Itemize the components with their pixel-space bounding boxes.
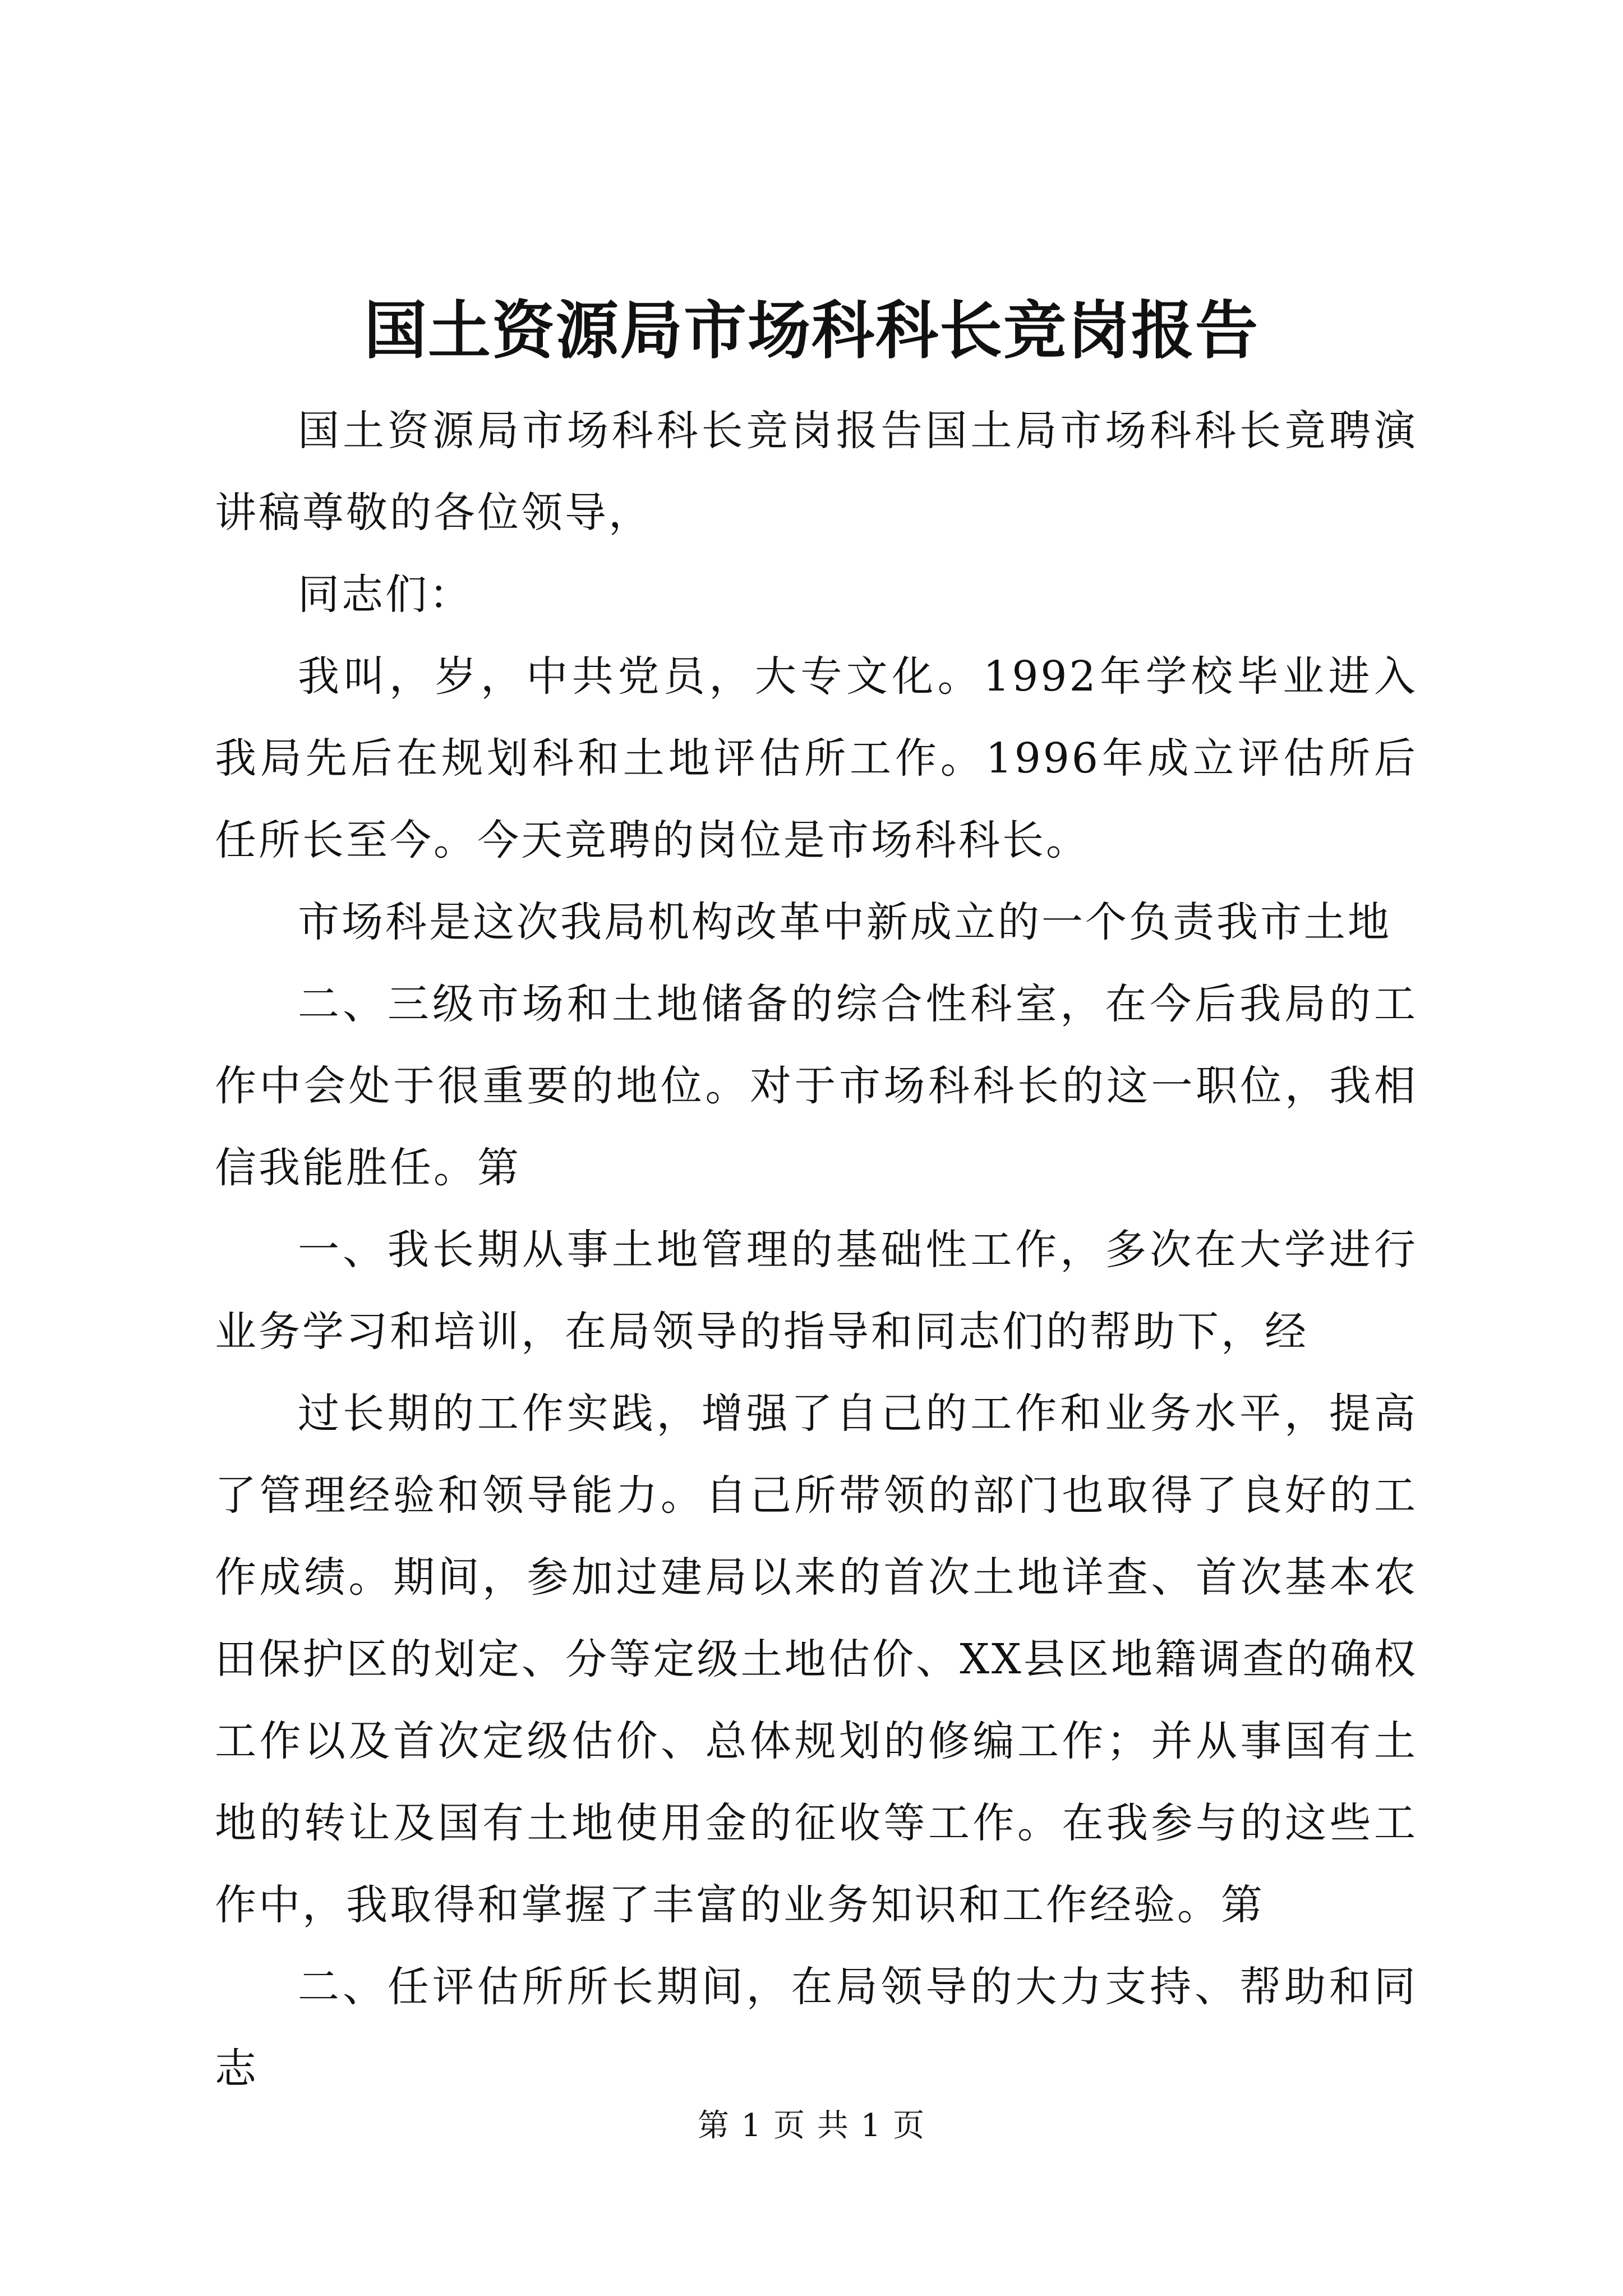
- page-footer: 第 1 页 共 1 页: [697, 2108, 926, 2144]
- paragraph: 市场科是这次我局机构改革中新成立的一个负责我市土地: [298, 898, 1391, 946]
- paragraph: 过长期的工作实践，增强了自己的工作和业务水平，提高了管理经验和领导能力。自己所带领的部门也取得了良好的工作成绩。期间，参加过建局以来的首次土地详查、首次基本农田保护区的划定、分等定级土地估价、XX县区地籍调查的确权工作以及首次定级估价、总体规划的修编工作；并从事国有土地的转让及国有土地使用金的征收等工作。在我参与的这些工作中，我取得和掌握了丰富的业务知识和工作经验。第: [215, 1389, 1418, 1929]
- document-body: [215, 390, 1418, 2110]
- paragraph: 同志们：: [298, 570, 473, 619]
- document-title: 国土资源局市场科科长竞岗报告: [364, 294, 1259, 367]
- paragraph: 二、三级市场和土地储备的综合性科室，在今后我局的工作中会处于很重要的地位。对于市场科科长的这一职位，我相信我能胜任。第: [215, 980, 1418, 1192]
- paragraph: 我叫，岁，中共党员，大专文化。1992年学校毕业进入我局先后在规划科和土地评估所工作。1996年成立评估所后任所长至今。今天竞聘的岗位是市场科科长。: [215, 652, 1418, 864]
- paragraph: 国土资源局市场科科长竞岗报告国土局市场科科长竟聘演讲稿尊敬的各位领导，: [215, 407, 1418, 537]
- paragraph: 二、任评估所所长期间，在局领导的大力支持、帮助和同志: [215, 1963, 1418, 2093]
- paragraph: 一、我长期从事土地管理的基础性工作，多次在大学进行业务学习和培训，在局领导的指导和同志们的帮助下，经: [215, 1226, 1418, 1356]
